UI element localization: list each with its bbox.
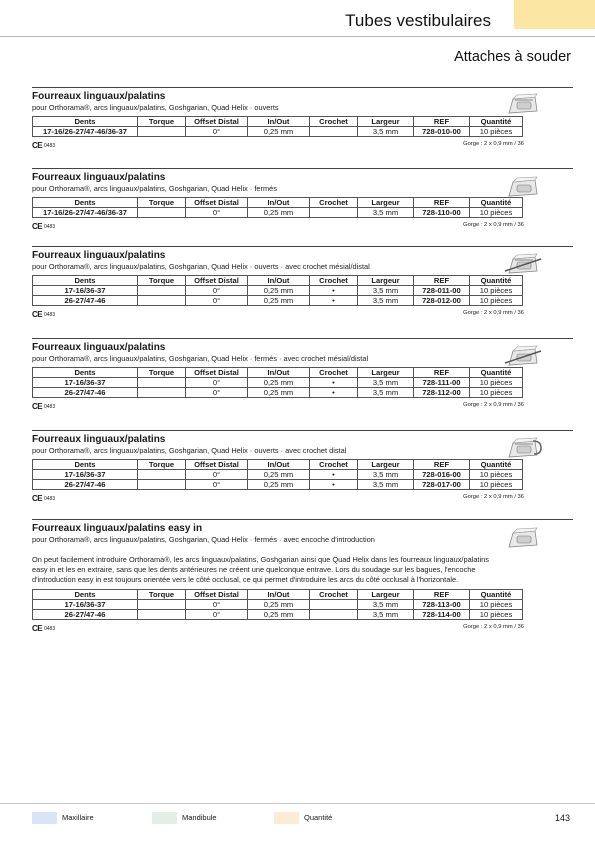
cell-crochet: [310, 599, 358, 609]
cell-inout: 0,25 mm: [248, 388, 310, 398]
cell-dents: 17-16/36-37: [33, 286, 138, 296]
column-header-ref: REF: [414, 276, 470, 286]
product-image: [503, 435, 543, 463]
ce-mark: CE: [32, 623, 43, 633]
chapter-tab: [514, 0, 595, 29]
cell-inout: 0,25 mm: [248, 480, 310, 490]
column-header-dents: Dents: [33, 460, 138, 470]
cell-offset: 0°: [186, 480, 248, 490]
column-header-qty: Quantité: [470, 460, 523, 470]
ce-number: 0483: [44, 496, 56, 502]
page-title: Tubes vestibulaires: [345, 11, 491, 30]
section-description: pour Orthorama®, arcs linguaux/palatins, Goshgarian, Quad Helix · ouverts · avec crochet mésial/distal: [32, 262, 370, 271]
cell-qty: 10 pièces: [470, 480, 523, 490]
product-section: [32, 519, 573, 634]
spec-table: [32, 589, 523, 620]
cell-crochet: [310, 609, 358, 619]
page-subtitle: Attaches à souder: [454, 49, 571, 65]
gorge-note: Gorge : 2 x 0,9 mm / 36: [463, 494, 524, 500]
cell-qty: 10 pièces: [470, 296, 523, 306]
table-row: [33, 388, 523, 398]
cell-torque: [138, 378, 186, 388]
certification-row: [32, 400, 573, 412]
table-row: [33, 296, 523, 306]
table-header-row: [33, 460, 523, 470]
section-description: pour Orthorama®, arcs linguaux/palatins, Goshgarian, Quad Helix · fermés · avec crochet mésial/distal: [32, 354, 369, 363]
cell-dents: 17-16/26-27/47-46/36-37: [33, 208, 138, 218]
column-header-offset: Offset Distal: [186, 276, 248, 286]
column-header-dents: Dents: [33, 276, 138, 286]
product-image: [503, 91, 543, 119]
column-header-crochet: Crochet: [310, 276, 358, 286]
table-row: [33, 599, 523, 609]
product-section: [32, 338, 573, 412]
page-number: 143: [555, 813, 571, 823]
cell-ref: 728-017-00: [414, 480, 470, 490]
cell-qty: 10 pièces: [470, 388, 523, 398]
ce-mark: CE: [32, 310, 43, 319]
column-header-torque: Torque: [138, 276, 186, 286]
cell-ref: 728-012-00: [414, 296, 470, 306]
intro-line: easy in et les en extraire, sans que les dents antérieures ne créent une quelconque entrave. Lors du soudage sur les bagues, l'encoche: [32, 565, 476, 575]
cell-torque: [138, 388, 186, 398]
ce-number: 0483: [44, 625, 56, 632]
certification-row: [32, 220, 573, 232]
column-header-qty: Quantité: [470, 368, 523, 378]
column-header-offset: Offset Distal: [186, 460, 248, 470]
cell-largeur: 3,5 mm: [358, 388, 414, 398]
table-header-row: [33, 198, 523, 208]
legend-swatch: [32, 812, 57, 824]
section-description: pour Orthorama®, arcs linguaux/palatins, Goshgarian, Quad Helix · fermés: [32, 184, 277, 193]
section-description: pour Orthorama®, arcs linguaux/palatins, Goshgarian, Quad Helix · ouverts · avec crochet distal: [32, 446, 347, 455]
section-title: Fourreaux linguaux/palatins: [32, 434, 166, 445]
intro-line: d'introduction easy in est toujours orientée vers le côté occlusal, ce qui permet d'introduire les arcs du côté occlusal à l'horizontale.: [32, 575, 459, 585]
column-header-inout: In/Out: [248, 460, 310, 470]
ce-number: 0483: [44, 143, 56, 149]
cell-inout: 0,25 mm: [248, 208, 310, 218]
cell-dents: 17-16/36-37: [33, 599, 138, 609]
cell-dents: 26-27/47-46: [33, 388, 138, 398]
cell-crochet: [310, 208, 358, 218]
cell-qty: 10 pièces: [470, 470, 523, 480]
table-header-row: [33, 589, 523, 599]
cell-qty: 10 pièces: [470, 609, 523, 619]
product-section: [32, 87, 573, 151]
cell-torque: [138, 470, 186, 480]
column-header-qty: Quantité: [470, 198, 523, 208]
cell-torque: [138, 599, 186, 609]
column-header-largeur: Largeur: [358, 460, 414, 470]
legend-label: Quantité: [304, 813, 333, 822]
cell-ref: 728-112-00: [414, 388, 470, 398]
column-header-ref: REF: [414, 198, 470, 208]
cell-crochet: [310, 127, 358, 137]
product-section: [32, 168, 573, 232]
column-header-crochet: Crochet: [310, 117, 358, 127]
cell-qty: 10 pièces: [470, 286, 523, 296]
cell-largeur: 3,5 mm: [358, 296, 414, 306]
cell-crochet: •: [310, 286, 358, 296]
spec-table: [32, 116, 523, 137]
cell-ref: 728-114-00: [414, 609, 470, 619]
cell-torque: [138, 208, 186, 218]
legend-quantite: [274, 811, 332, 825]
cell-dents: 26-27/47-46: [33, 609, 138, 619]
cell-crochet: •: [310, 480, 358, 490]
ce-mark: CE: [32, 141, 43, 150]
cell-qty: 10 pièces: [470, 208, 523, 218]
cell-ref: 728-016-00: [414, 470, 470, 480]
cell-torque: [138, 609, 186, 619]
table-row: [33, 127, 523, 137]
gorge-note: Gorge : 2 x 0,9 mm / 36: [463, 623, 524, 630]
column-header-dents: Dents: [33, 117, 138, 127]
cell-offset: 0°: [186, 296, 248, 306]
cell-inout: 0,25 mm: [248, 296, 310, 306]
column-header-largeur: Largeur: [358, 117, 414, 127]
cell-offset: 0°: [186, 286, 248, 296]
certification-row: [32, 139, 573, 151]
section-intro: [32, 555, 524, 586]
column-header-ref: REF: [414, 460, 470, 470]
product-section: [32, 430, 573, 504]
cell-qty: 10 pièces: [470, 378, 523, 388]
cell-largeur: 3,5 mm: [358, 470, 414, 480]
column-header-torque: Torque: [138, 117, 186, 127]
cell-largeur: 3,5 mm: [358, 127, 414, 137]
column-header-qty: Quantité: [470, 276, 523, 286]
legend-label: Maxillaire: [62, 813, 94, 822]
column-header-qty: Quantité: [470, 589, 523, 599]
cell-largeur: 3,5 mm: [358, 480, 414, 490]
ce-number: 0483: [44, 312, 56, 318]
header-divider: [0, 36, 595, 37]
gorge-note: Gorge : 2 x 0,9 mm / 36: [463, 141, 524, 147]
cell-dents: 17-16/36-37: [33, 470, 138, 480]
gorge-note: Gorge : 2 x 0,9 mm / 36: [463, 402, 524, 408]
column-header-inout: In/Out: [248, 589, 310, 599]
table-header-row: [33, 276, 523, 286]
cell-inout: 0,25 mm: [248, 599, 310, 609]
column-header-inout: In/Out: [248, 276, 310, 286]
product-image: [503, 251, 543, 279]
column-header-torque: Torque: [138, 460, 186, 470]
ce-number: 0483: [44, 224, 56, 230]
gorge-note: Gorge : 2 x 0,9 mm / 36: [463, 222, 524, 228]
section-title: Fourreaux linguaux/palatins easy in: [32, 523, 203, 534]
cell-dents: 17-16/26-27/47-46/36-37: [33, 127, 138, 137]
spec-table: [32, 459, 523, 490]
cell-inout: 0,25 mm: [248, 378, 310, 388]
column-header-torque: Torque: [138, 589, 186, 599]
legend-swatch: [152, 812, 177, 824]
ce-mark: CE: [32, 222, 43, 231]
certification-row: [32, 622, 573, 634]
cell-inout: 0,25 mm: [248, 286, 310, 296]
cell-ref: 728-113-00: [414, 599, 470, 609]
column-header-dents: Dents: [33, 368, 138, 378]
cell-offset: 0°: [186, 470, 248, 480]
ce-mark: CE: [32, 494, 43, 503]
legend-mandibule: [152, 811, 217, 825]
cell-largeur: 3,5 mm: [358, 609, 414, 619]
column-header-qty: Quantité: [470, 117, 523, 127]
cell-torque: [138, 286, 186, 296]
section-title: Fourreaux linguaux/palatins: [32, 91, 166, 102]
ce-mark: CE: [32, 402, 43, 411]
cell-crochet: •: [310, 388, 358, 398]
spec-table: [32, 275, 523, 306]
column-header-torque: Torque: [138, 198, 186, 208]
column-header-ref: REF: [414, 589, 470, 599]
intro-line: On peut facilement introduire Orthorama®, les arcs linguaux/palatins, Goshgarian ainsi que Quad Helix dans les fourreaux linguaux/palatins: [32, 555, 489, 564]
column-header-dents: Dents: [33, 589, 138, 599]
gorge-note: Gorge : 2 x 0,9 mm / 36: [463, 310, 524, 316]
product-section: [32, 246, 573, 320]
column-header-crochet: Crochet: [310, 198, 358, 208]
table-row: [33, 480, 523, 490]
cell-offset: 0°: [186, 127, 248, 137]
column-header-ref: REF: [414, 117, 470, 127]
cell-offset: 0°: [186, 378, 248, 388]
table-row: [33, 208, 523, 218]
column-header-crochet: Crochet: [310, 368, 358, 378]
cell-largeur: 3,5 mm: [358, 208, 414, 218]
table-row: [33, 286, 523, 296]
column-header-largeur: Largeur: [358, 198, 414, 208]
table-header-row: [33, 368, 523, 378]
cell-crochet: •: [310, 378, 358, 388]
column-header-inout: In/Out: [248, 368, 310, 378]
ce-number: 0483: [44, 404, 56, 410]
column-header-largeur: Largeur: [358, 589, 414, 599]
footer-divider: [0, 803, 595, 804]
legend-label: Mandibule: [182, 813, 217, 822]
column-header-inout: In/Out: [248, 117, 310, 127]
cell-torque: [138, 480, 186, 490]
column-header-torque: Torque: [138, 368, 186, 378]
cell-largeur: 3,5 mm: [358, 286, 414, 296]
column-header-largeur: Largeur: [358, 368, 414, 378]
column-header-crochet: Crochet: [310, 460, 358, 470]
cell-ref: 728-011-00: [414, 286, 470, 296]
cell-offset: 0°: [186, 599, 248, 609]
cell-ref: 728-010-00: [414, 127, 470, 137]
column-header-offset: Offset Distal: [186, 368, 248, 378]
cell-dents: 17-16/36-37: [33, 378, 138, 388]
cell-offset: 0°: [186, 388, 248, 398]
spec-table: [32, 367, 523, 398]
product-image: [503, 174, 543, 202]
cell-torque: [138, 296, 186, 306]
column-header-largeur: Largeur: [358, 276, 414, 286]
cell-qty: 10 pièces: [470, 127, 523, 137]
section-title: Fourreaux linguaux/palatins: [32, 342, 166, 353]
cell-offset: 0°: [186, 609, 248, 619]
column-header-offset: Offset Distal: [186, 198, 248, 208]
cell-largeur: 3,5 mm: [358, 599, 414, 609]
cell-ref: 728-111-00: [414, 378, 470, 388]
section-description: pour Orthorama®, arcs linguaux/palatins, Goshgarian, Quad Helix · fermés · avec encoche d'introduction: [32, 535, 375, 544]
column-header-crochet: Crochet: [310, 589, 358, 599]
column-header-inout: In/Out: [248, 198, 310, 208]
cell-ref: 728-110-00: [414, 208, 470, 218]
table-row: [33, 470, 523, 480]
cell-dents: 26-27/47-46: [33, 480, 138, 490]
legend-swatch: [274, 812, 299, 824]
cell-crochet: •: [310, 296, 358, 306]
section-description: pour Orthorama®, arcs linguaux/palatins, Goshgarian, Quad Helix · ouverts: [32, 103, 279, 112]
cell-largeur: 3,5 mm: [358, 378, 414, 388]
section-title: Fourreaux linguaux/palatins: [32, 250, 166, 261]
cell-qty: 10 pièces: [470, 599, 523, 609]
certification-row: [32, 308, 573, 320]
column-header-offset: Offset Distal: [186, 117, 248, 127]
product-image: [503, 525, 543, 553]
product-image: [503, 343, 543, 371]
cell-inout: 0,25 mm: [248, 127, 310, 137]
cell-inout: 0,25 mm: [248, 609, 310, 619]
section-title: Fourreaux linguaux/palatins: [32, 172, 166, 183]
table-row: [33, 378, 523, 388]
cell-offset: 0°: [186, 208, 248, 218]
legend-maxillaire: [32, 811, 94, 825]
column-header-offset: Offset Distal: [186, 589, 248, 599]
table-header-row: [33, 117, 523, 127]
table-row: [33, 609, 523, 619]
cell-inout: 0,25 mm: [248, 470, 310, 480]
column-header-dents: Dents: [33, 198, 138, 208]
cell-crochet: •: [310, 470, 358, 480]
spec-table: [32, 197, 523, 218]
certification-row: [32, 492, 573, 504]
cell-torque: [138, 127, 186, 137]
cell-dents: 26-27/47-46: [33, 296, 138, 306]
column-header-ref: REF: [414, 368, 470, 378]
